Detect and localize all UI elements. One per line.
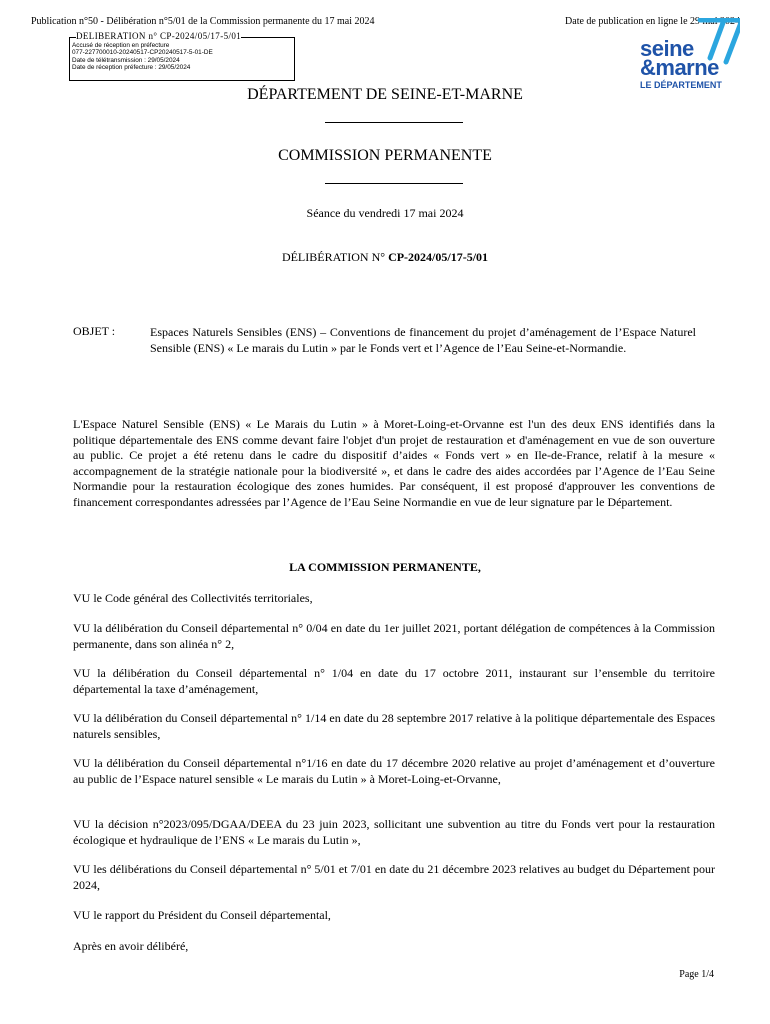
deliberation-number [0,250,770,265]
header-publication: Publication n°50 - Délibération n°5/01 de la Commission permanente du 17 mai 2024 [31,16,375,27]
objet-label: OBJET : [73,324,116,338]
vu-paragraph: Après en avoir délibéré, [73,939,189,953]
stamp-line: Date de réception préfecture : 29/05/2024 [72,63,191,71]
vu-paragraph: VU la délibération du Conseil départemental n° 1/14 en date du 28 septembre 2017 relative à la politique départementale des Espaces naturels sensibles, [73,711,715,741]
seine-et-marne-logo [640,18,740,92]
logo-subtitle: LE DÉPARTEMENT [640,80,722,90]
header-publication-date: Date de publication en ligne le 29 mai 2024 [565,16,740,27]
divider [325,122,463,123]
deliberation-id: CP-2024/05/17-5/01 [388,250,489,264]
session-date: Séance du vendredi 17 mai 2024 [306,206,464,220]
commission-heading: LA COMMISSION PERMANENTE, [289,560,481,574]
stamp-line: 077-227700010-20240517-CP20240517-5-01-DE [72,49,213,57]
department-title: DÉPARTEMENT DE SEINE-ET-MARNE [247,86,523,103]
prefecture-stamp [69,31,295,81]
deliberation-prefix: DÉLIBÉRATION N° [281,250,389,264]
page-number: Page 1/4 [679,969,714,980]
divider [325,183,463,184]
stamp-line: Accusé de réception en préfecture [72,42,170,49]
vu-paragraph: VU la délibération du Conseil départemental n°1/16 en date du 17 décembre 2020 relative au projet d’aménagement et d’ouverture au public de l’Espace naturel sensible « Le marais du Lutin » à Moret-Loing-et-Orvanne, [73,756,715,786]
objet-text: Espaces Naturels Sensibles (ENS) – Conventions de financement du projet d’aménagement de l’Espace Naturel Sensible (ENS) « Le marais du Lutin » par le Fonds vert et l’Agence de l’Eau Seine-et-Normandie. [150,325,696,355]
vu-paragraph: VU les délibérations du Conseil départemental n° 5/01 et 7/01 en date du 21 décembre 2023 relatives au budget du Département pour 2024, [73,862,715,892]
logo-word-marne: &marne [640,55,719,80]
vu-paragraph: VU la décision n°2023/095/DGAA/DEEA du 23 juin 2023, sollicitant une subvention au titre du Fonds vert pour la restauration écologique et hydraulique de l’ENS « Le marais du Lutin », [73,817,715,847]
commission-title: COMMISSION PERMANENTE [278,147,492,164]
vu-paragraph: VU le Code général des Collectivités territoriales, [73,591,313,605]
intro-paragraph: L'Espace Naturel Sensible (ENS) « Le Marais du Lutin » à Moret-Loing-et-Orvanne est l'un des deux ENS identifiés dans la politique départementale des ENS comme devant faire l'objet d'un projet de restauration et d'aménagement en vue de son ouverture au public. Ce projet a été retenu dans le cadre du dispositif d’aides « Fonds vert » en Ile-de-France, relatif à la mesure « accompagnement de la stratégie nationale pour la biodiversité », et dans le cadre des aides accordées par l’Agence de l’Eau Seine Normandie pour la restauration écologique des zones humides. Par conséquent, il est proposé d'approuver les conventions de financement correspondantes adressées par l’Agence de l’Eau Seine Normandie en vue de leur signature par le Département. [73,417,715,509]
logo-word-seine: seine [640,36,694,61]
stamp-line: Date de télétransmission : 29/05/2024 [72,56,180,64]
vu-paragraph: VU la délibération du Conseil départemental n° 1/04 en date du 17 octobre 2011, instaurant sur l’ensemble du territoire départemental la taxe d’aménagement, [73,666,715,696]
vu-paragraph: VU le rapport du Président du Conseil départemental, [73,908,331,922]
stamp-title: DELIBERATION n° CP-2024/05/17-5/01 [76,31,242,41]
vu-paragraph: VU la délibération du Conseil départemental n° 0/04 en date du 1er juillet 2021, portant délégation de compétences à la Commission permanente, dans son alinéa n° 2, [73,621,715,651]
